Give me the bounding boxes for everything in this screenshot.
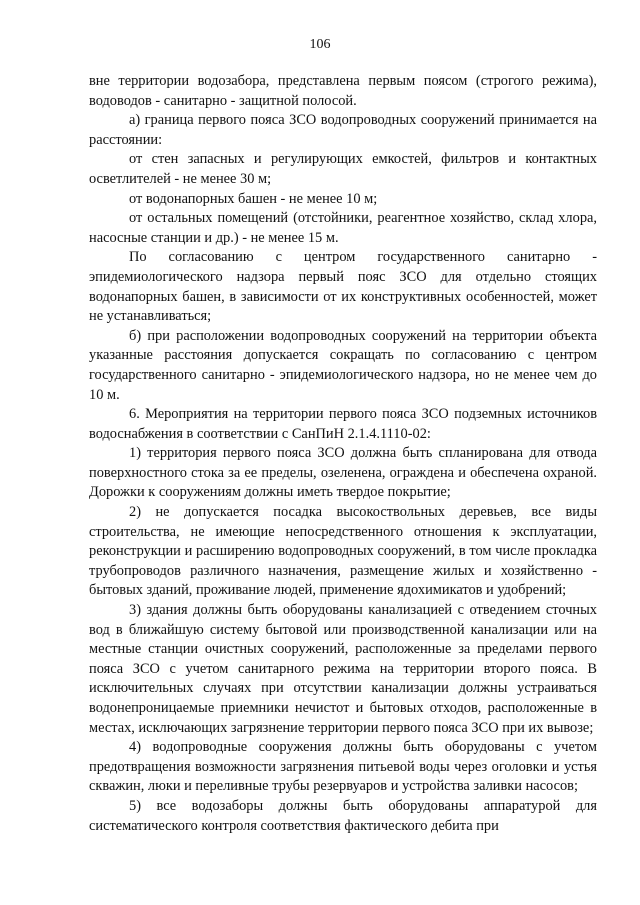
- list-item: 4) водопроводные сооружения должны быть оборудованы с учетом предотвращения возможности загрязнения питьевой воды через оголовки и устья скважин, люки и переливные трубы резервуаров и устройства заливки насосов;: [89, 739, 597, 795]
- paragraph: от стен запасных и регулирующих емкостей, фильтров и контактных осветлителей - не менее 30 м;: [89, 151, 597, 187]
- paragraph: а) граница первого пояса ЗСО водопроводных сооружений принимается на расстоянии:: [89, 112, 597, 148]
- page-body: [89, 72, 597, 836]
- list-item: 2) не допускается посадка высокоствольных деревьев, все виды строительства, не имеющие непосредственного отношения к эксплуатации, реконструкции и расширению водопроводных сооружений, в том числе прокладка трубопроводов различного назначения, размещение жилых и хозяйственно - бытовых зданий, проживание людей, применение ядохимикатов и удобрений;: [89, 504, 597, 599]
- paragraph: от остальных помещений (отстойники, реагентное хозяйство, склад хлора, насосные станции и др.) - не менее 15 м.: [89, 210, 597, 246]
- list-item: 1) территория первого пояса ЗСО должна быть спланирована для отвода поверхностного стока за ее пределы, озеленена, ограждена и обеспечена охраной. Дорожки к сооружениям должны иметь твердое покрытие;: [89, 445, 597, 501]
- page-number: 106: [309, 37, 331, 52]
- paragraph: По согласованию с центром государственного санитарно - эпидемиологического надзора первый пояс ЗСО для отдельно стоящих водонапорных башен, в зависимости от их конструктивных особенностей, может не устанавливаться;: [89, 249, 597, 325]
- list-item: 5) все водозаборы должны быть оборудованы аппаратурой для систематического контроля соответствия фактического дебита при: [89, 797, 597, 834]
- list-item: 3) здания должны быть оборудованы канализацией с отведением сточных вод в ближайшую систему бытовой или производственной канализации или на местные станции очистных сооружений, расположенные за пределами первого пояса ЗСО с учетом санитарного режима на территории второго пояса. В исключительных случаях при отсутствии канализации должны устраиваться водонепроницаемые приемники нечистот и бытовых отходов, расположенные в местах, исключающих загрязнение территории первого пояса ЗСО при их вывозе;: [89, 602, 597, 736]
- paragraph: б) при расположении водопроводных сооружений на территории объекта указанные расстояния допускается сокращать по согласованию с центром государственного санитарно - эпидемиологического надзора, но не менее чем до 10 м.: [89, 327, 597, 403]
- paragraph: вне территории водозабора, представлена первым поясом (строгого режима), водоводов - санитарно - защитной полосой.: [89, 73, 597, 109]
- paragraph: 6. Мероприятия на территории первого пояса ЗСО подземных источников водоснабжения в соответствии с СанПиН 2.1.4.1110-02:: [89, 406, 597, 442]
- paragraph: от водонапорных башен - не менее 10 м;: [129, 190, 378, 207]
